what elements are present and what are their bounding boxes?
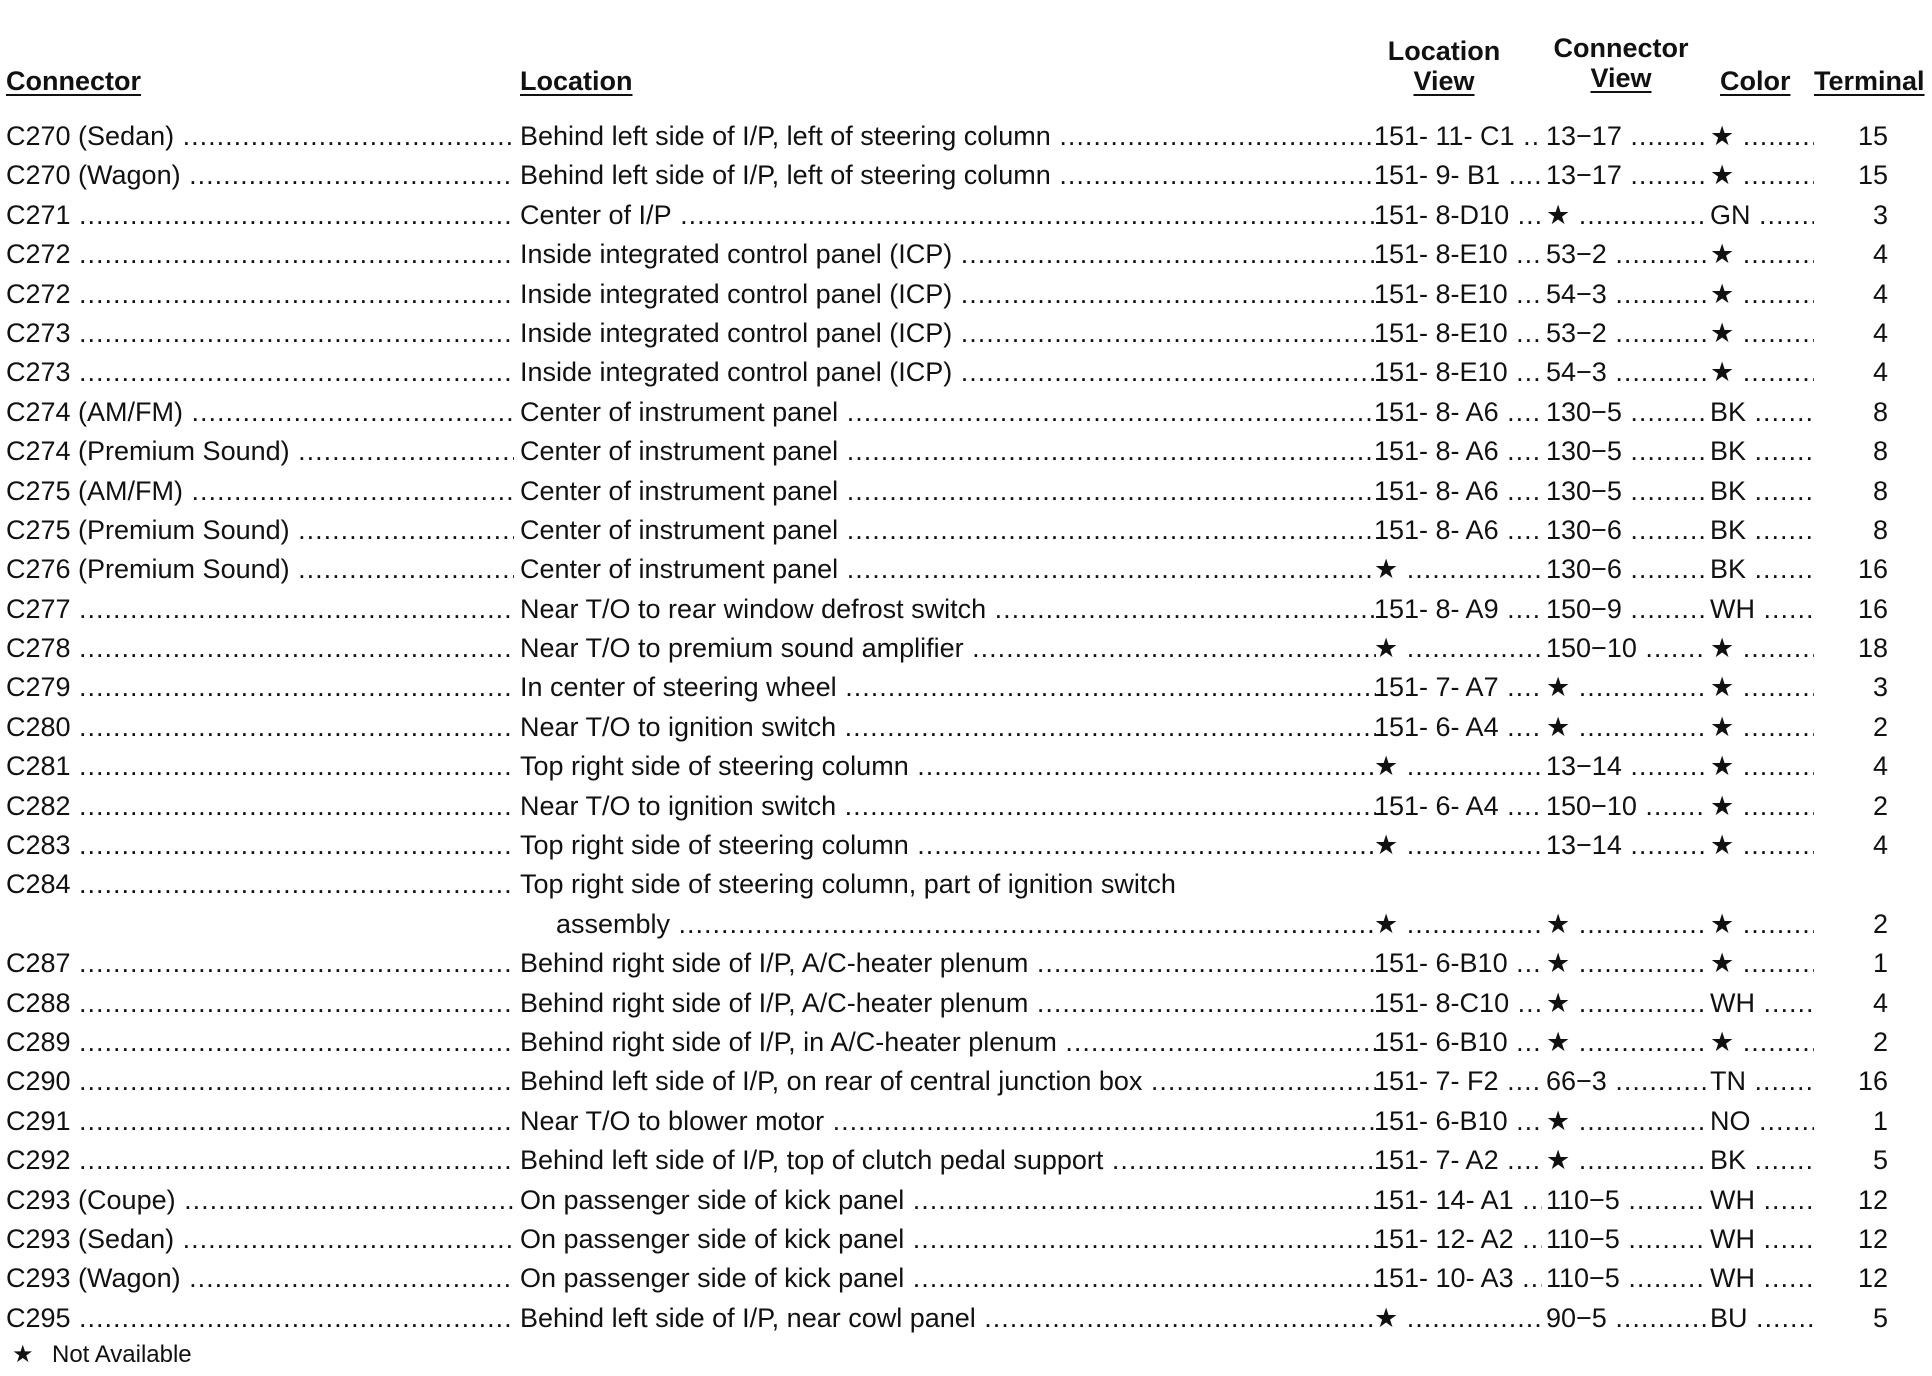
table-row xyxy=(6,314,1926,353)
connector-view-cell: 130−6 ..... xyxy=(1546,550,1706,589)
location-view-cell: 151- 8-E10 ..... xyxy=(1374,353,1542,392)
connector-cell: C279 ..... xyxy=(6,668,514,707)
location-cell: On passenger side of kick panel ..... xyxy=(520,1220,1376,1259)
terminal-cell: 16 xyxy=(1857,593,1888,624)
connector-cell: C274 (Premium Sound) ..... xyxy=(6,432,514,471)
connector-view-cell: 13−14 ..... xyxy=(1546,747,1706,786)
terminal-cell: 2 xyxy=(1872,1026,1888,1057)
location-cell: In center of steering wheel ..... xyxy=(520,668,1376,707)
color-cell: ★ ..... xyxy=(1710,629,1814,668)
location-cell: Top right side of steering column ..... xyxy=(520,747,1376,786)
table-row xyxy=(6,1181,1926,1220)
color-cell: WH ..... xyxy=(1710,984,1814,1023)
terminal-cell: 5 xyxy=(1872,1145,1888,1176)
location-view-cell: 151- 6- A4 ..... xyxy=(1374,787,1542,826)
location-cell: Behind right side of I/P, A/C-heater plenum ..... xyxy=(520,984,1376,1023)
connector-view-cell: ★ ..... xyxy=(1546,196,1706,235)
location-view-cell: 151- 8- A6 ..... xyxy=(1374,511,1542,550)
connector-table-body xyxy=(6,117,1926,1338)
table-row xyxy=(6,117,1926,156)
connector-view-cell: 110−5 ..... xyxy=(1546,1259,1706,1298)
color-cell: ★ ..... xyxy=(1710,117,1814,156)
color-cell: ★ ..... xyxy=(1710,156,1814,195)
connector-view-cell: 110−5 ..... xyxy=(1546,1181,1706,1220)
location-view-cell: ★ ..... xyxy=(1374,629,1542,668)
table-row xyxy=(6,156,1926,195)
location-cell: Center of instrument panel ..... xyxy=(520,511,1376,550)
header-location-view-line1: Location xyxy=(1387,36,1501,66)
location-view-cell: 151- 6- A4 ..... xyxy=(1374,708,1542,747)
color-cell: BK ..... xyxy=(1710,393,1814,432)
table-row xyxy=(6,1259,1926,1298)
table-row xyxy=(6,1102,1926,1141)
connector-view-cell: ★ ..... xyxy=(1546,1141,1706,1180)
color-cell: WH ..... xyxy=(1710,1181,1814,1220)
color-cell: NO ..... xyxy=(1710,1102,1814,1141)
location-cell: Top right side of steering column ..... xyxy=(520,826,1376,865)
table-row xyxy=(6,550,1926,589)
table-row xyxy=(6,472,1926,511)
connector-view-cell: 66−3 ..... xyxy=(1546,1062,1706,1101)
connector-cell: C290 ..... xyxy=(6,1062,514,1101)
header-connector-view-line2: View xyxy=(1590,63,1652,93)
location-view-cell: 151- 8- A9 ..... xyxy=(1374,590,1542,629)
location-view-cell: 151- 12- A2 ..... xyxy=(1374,1220,1542,1259)
color-cell: BK ..... xyxy=(1710,472,1814,511)
location-view-cell: 151- 7- F2 ..... xyxy=(1374,1062,1542,1101)
color-cell: WH ..... xyxy=(1710,590,1814,629)
terminal-cell: 15 xyxy=(1857,160,1888,191)
location-view-cell: 151- 14- A1 ..... xyxy=(1374,1181,1542,1220)
location-cell: Top right side of steering column, part of ignition switch xyxy=(520,869,1176,900)
location-view-cell: ★ ..... xyxy=(1374,747,1542,786)
location-cell: Behind right side of I/P, in A/C-heater plenum ..... xyxy=(520,1023,1376,1062)
terminal-cell: 1 xyxy=(1872,1105,1888,1136)
table-row xyxy=(6,1062,1926,1101)
color-cell: ★ ..... xyxy=(1710,353,1814,392)
connector-cell: C270 (Sedan) ..... xyxy=(6,117,514,156)
table-row xyxy=(6,1299,1926,1338)
location-view-cell: ★ ..... xyxy=(1374,550,1542,589)
location-view-cell: 151- 8- A6 ..... xyxy=(1374,472,1542,511)
terminal-cell: 4 xyxy=(1872,278,1888,309)
color-cell: ★ ..... xyxy=(1710,944,1814,983)
connector-cell: C276 (Premium Sound) ..... xyxy=(6,550,514,589)
footnote xyxy=(12,1340,192,1370)
connector-cell: C281 ..... xyxy=(6,747,514,786)
connector-cell: C273 ..... xyxy=(6,353,514,392)
color-cell: GN ..... xyxy=(1710,196,1814,235)
connector-view-cell: 54−3 ..... xyxy=(1546,353,1706,392)
color-cell: BK ..... xyxy=(1710,432,1814,471)
table-row xyxy=(6,984,1926,1023)
location-cell: Inside integrated control panel (ICP) ..... xyxy=(520,353,1376,392)
header-location-label: Location xyxy=(520,66,633,96)
location-cell: Center of instrument panel ..... xyxy=(520,432,1376,471)
terminal-cell: 8 xyxy=(1872,514,1888,545)
connector-view-cell: 53−2 ..... xyxy=(1546,314,1706,353)
location-cell: Near T/O to premium sound amplifier ..... xyxy=(520,629,1376,668)
terminal-cell: 2 xyxy=(1872,908,1888,939)
terminal-cell: 16 xyxy=(1857,1066,1888,1097)
location-cell: Center of instrument panel ..... xyxy=(520,550,1376,589)
connector-view-cell: ★ ..... xyxy=(1546,905,1706,944)
connector-view-cell: ★ ..... xyxy=(1546,668,1706,707)
color-cell: ★ ..... xyxy=(1710,747,1814,786)
terminal-cell: 1 xyxy=(1872,948,1888,979)
connector-cell: C275 (Premium Sound) ..... xyxy=(6,511,514,550)
color-cell: ★ ..... xyxy=(1710,1023,1814,1062)
header-color xyxy=(1720,66,1791,96)
connector-cell: C273 ..... xyxy=(6,314,514,353)
location-cell: Behind left side of I/P, left of steering column ..... xyxy=(520,156,1376,195)
table-row xyxy=(6,944,1926,983)
connector-view-cell: 130−6 ..... xyxy=(1546,511,1706,550)
table-row-continuation xyxy=(6,905,1926,944)
location-cell: Behind left side of I/P, top of clutch pedal support ..... xyxy=(520,1141,1376,1180)
table-row xyxy=(6,629,1926,668)
location-view-cell: 151- 11- C1 ..... xyxy=(1374,117,1542,156)
connector-cell: C280 ..... xyxy=(6,708,514,747)
connector-cell: C293 (Coupe) ..... xyxy=(6,1181,514,1220)
table-row xyxy=(6,865,1926,904)
connector-view-cell: ★ ..... xyxy=(1546,984,1706,1023)
terminal-cell: 12 xyxy=(1857,1223,1888,1254)
star-icon: ★ xyxy=(12,1341,34,1368)
table-row xyxy=(6,590,1926,629)
connector-cell: C270 (Wagon) ..... xyxy=(6,156,514,195)
color-cell: BK ..... xyxy=(1710,1141,1814,1180)
location-cell: On passenger side of kick panel ..... xyxy=(520,1181,1376,1220)
header-location-view xyxy=(1374,36,1514,96)
connector-cell: C293 (Sedan) ..... xyxy=(6,1220,514,1259)
header-location-view-line2: View xyxy=(1413,66,1475,96)
table-row xyxy=(6,393,1926,432)
table-row xyxy=(6,787,1926,826)
connector-cell: C272 ..... xyxy=(6,275,514,314)
color-cell: ★ ..... xyxy=(1710,668,1814,707)
color-cell: ★ ..... xyxy=(1710,235,1814,274)
table-row xyxy=(6,432,1926,471)
location-view-cell: 151- 6-B10 ..... xyxy=(1374,944,1542,983)
connector-cell: C289 ..... xyxy=(6,1023,514,1062)
location-view-cell: 151- 6-B10 ..... xyxy=(1374,1102,1542,1141)
header-connector xyxy=(6,66,141,96)
terminal-cell: 16 xyxy=(1857,554,1888,585)
connector-view-cell: 54−3 ..... xyxy=(1546,275,1706,314)
terminal-cell: 8 xyxy=(1872,436,1888,467)
header-connector-view xyxy=(1546,33,1696,93)
header-location xyxy=(520,66,633,96)
connector-cell: C282 ..... xyxy=(6,787,514,826)
color-cell: TN ..... xyxy=(1710,1062,1814,1101)
header-terminal-label: Terminal xyxy=(1814,66,1925,96)
header-connector-view-line1: Connector xyxy=(1553,33,1689,63)
location-cell: Near T/O to blower motor ..... xyxy=(520,1102,1376,1141)
table-row xyxy=(6,826,1926,865)
table-row xyxy=(6,1220,1926,1259)
table-row xyxy=(6,235,1926,274)
terminal-cell: 3 xyxy=(1872,199,1888,230)
table-row xyxy=(6,668,1926,707)
table-row xyxy=(6,747,1926,786)
location-cell: Inside integrated control panel (ICP) ..... xyxy=(520,235,1376,274)
location-cell-continued: assembly ..... xyxy=(556,905,1376,944)
connector-view-cell: 13−17 ..... xyxy=(1546,117,1706,156)
connector-view-cell: ★ ..... xyxy=(1546,944,1706,983)
terminal-cell: 4 xyxy=(1872,317,1888,348)
terminal-cell: 18 xyxy=(1857,633,1888,664)
connector-view-cell: ★ ..... xyxy=(1546,1102,1706,1141)
location-cell: Center of instrument panel ..... xyxy=(520,472,1376,511)
connector-cell: C287 ..... xyxy=(6,944,514,983)
connector-view-cell: ★ ..... xyxy=(1546,708,1706,747)
connector-view-cell: 13−14 ..... xyxy=(1546,826,1706,865)
table-row xyxy=(6,353,1926,392)
connector-view-cell: 90−5 ..... xyxy=(1546,1299,1706,1338)
location-cell: Inside integrated control panel (ICP) ..... xyxy=(520,275,1376,314)
terminal-cell: 15 xyxy=(1857,121,1888,151)
location-view-cell: ★ ..... xyxy=(1374,1299,1542,1338)
table-row xyxy=(6,196,1926,235)
connector-view-cell: 13−17 ..... xyxy=(1546,156,1706,195)
connector-cell: C274 (AM/FM) ..... xyxy=(6,393,514,432)
location-cell: Center of I/P ..... xyxy=(520,196,1376,235)
terminal-cell: 4 xyxy=(1872,830,1888,861)
terminal-cell: 4 xyxy=(1872,357,1888,388)
location-cell: Behind left side of I/P, on rear of central junction box ..... xyxy=(520,1062,1376,1101)
table-row xyxy=(6,1023,1926,1062)
location-view-cell: 151- 8-E10 ..... xyxy=(1374,314,1542,353)
location-view-cell: 151- 7- A7 ..... xyxy=(1374,668,1542,707)
color-cell: ★ ..... xyxy=(1710,787,1814,826)
location-cell: Center of instrument panel ..... xyxy=(520,393,1376,432)
table-row xyxy=(6,708,1926,747)
connector-cell: C271 ..... xyxy=(6,196,514,235)
terminal-cell: 2 xyxy=(1872,790,1888,821)
location-cell: Near T/O to rear window defrost switch ..... xyxy=(520,590,1376,629)
terminal-cell: 4 xyxy=(1872,987,1888,1018)
location-view-cell: 151- 8- A6 ..... xyxy=(1374,432,1542,471)
connector-cell: C284 ..... xyxy=(6,865,514,904)
table-row xyxy=(6,511,1926,550)
color-cell: ★ ..... xyxy=(1710,826,1814,865)
terminal-cell: 4 xyxy=(1872,239,1888,270)
terminal-cell: 8 xyxy=(1872,396,1888,427)
location-cell: Behind left side of I/P, left of steering column ..... xyxy=(520,117,1376,156)
location-cell: On passenger side of kick panel ..... xyxy=(520,1259,1376,1298)
location-view-cell: 151- 8-E10 ..... xyxy=(1374,275,1542,314)
header-terminal xyxy=(1814,66,1925,96)
location-cell: Near T/O to ignition switch ..... xyxy=(520,708,1376,747)
color-cell: ★ ..... xyxy=(1710,314,1814,353)
color-cell: BU ..... xyxy=(1710,1299,1814,1338)
header-color-label: Color xyxy=(1720,66,1791,96)
connector-view-cell: 150−9 ..... xyxy=(1546,590,1706,629)
location-view-cell: 151- 8-E10 ..... xyxy=(1374,235,1542,274)
connector-cell: C275 (AM/FM) ..... xyxy=(6,472,514,511)
connector-view-cell: 150−10 ..... xyxy=(1546,787,1706,826)
connector-view-cell: 110−5 ..... xyxy=(1546,1220,1706,1259)
color-cell: WH ..... xyxy=(1710,1220,1814,1259)
connector-cell: C283 ..... xyxy=(6,826,514,865)
color-cell: ★ ..... xyxy=(1710,905,1814,944)
terminal-cell: 12 xyxy=(1857,1184,1888,1215)
connector-cell: C293 (Wagon) ..... xyxy=(6,1259,514,1298)
color-cell: ★ ..... xyxy=(1710,708,1814,747)
connector-view-cell: 130−5 ..... xyxy=(1546,393,1706,432)
location-view-cell: 151- 9- B1 ..... xyxy=(1374,156,1542,195)
terminal-cell: 8 xyxy=(1872,475,1888,506)
connector-view-cell: 130−5 ..... xyxy=(1546,432,1706,471)
location-view-cell: 151- 8-C10 ..... xyxy=(1374,984,1542,1023)
table-row xyxy=(6,1141,1926,1180)
location-view-cell: 151- 6-B10 ..... xyxy=(1374,1023,1542,1062)
connector-view-cell: 53−2 ..... xyxy=(1546,235,1706,274)
connector-cell: C278 ..... xyxy=(6,629,514,668)
location-cell: Near T/O to ignition switch ..... xyxy=(520,787,1376,826)
connector-cell: C291 ..... xyxy=(6,1102,514,1141)
table-row xyxy=(6,275,1926,314)
location-view-cell: 151- 10- A3 ..... xyxy=(1374,1259,1542,1298)
color-cell: BK ..... xyxy=(1710,511,1814,550)
header-connector-label: Connector xyxy=(6,66,141,96)
terminal-cell: 3 xyxy=(1872,672,1888,703)
connector-cell: C272 ..... xyxy=(6,235,514,274)
location-cell: Inside integrated control panel (ICP) ..... xyxy=(520,314,1376,353)
location-view-cell: 151- 8- A6 ..... xyxy=(1374,393,1542,432)
location-cell: Behind right side of I/P, A/C-heater plenum ..... xyxy=(520,944,1376,983)
connector-view-cell: 130−5 ..... xyxy=(1546,472,1706,511)
color-cell: BK ..... xyxy=(1710,550,1814,589)
location-view-cell: 151- 7- A2 ..... xyxy=(1374,1141,1542,1180)
terminal-cell: 2 xyxy=(1872,711,1888,742)
terminal-cell: 5 xyxy=(1872,1302,1888,1333)
connector-cell: C277 ..... xyxy=(6,590,514,629)
location-view-cell: ★ ..... xyxy=(1374,826,1542,865)
location-view-cell: 151- 8-D10 ..... xyxy=(1374,196,1542,235)
connector-view-cell: 150−10 ..... xyxy=(1546,629,1706,668)
location-cell: Behind left side of I/P, near cowl panel ..... xyxy=(520,1299,1376,1338)
terminal-cell: 4 xyxy=(1872,751,1888,782)
location-view-cell: ★ ..... xyxy=(1374,905,1542,944)
color-cell: WH ..... xyxy=(1710,1259,1814,1298)
connector-view-cell: ★ ..... xyxy=(1546,1023,1706,1062)
terminal-cell: 12 xyxy=(1857,1263,1888,1294)
color-cell: ★ ..... xyxy=(1710,275,1814,314)
footnote-text: Not Available xyxy=(52,1341,192,1368)
connector-cell: C295 ..... xyxy=(6,1299,514,1338)
connector-cell: C292 ..... xyxy=(6,1141,514,1180)
connector-cell: C288 ..... xyxy=(6,984,514,1023)
